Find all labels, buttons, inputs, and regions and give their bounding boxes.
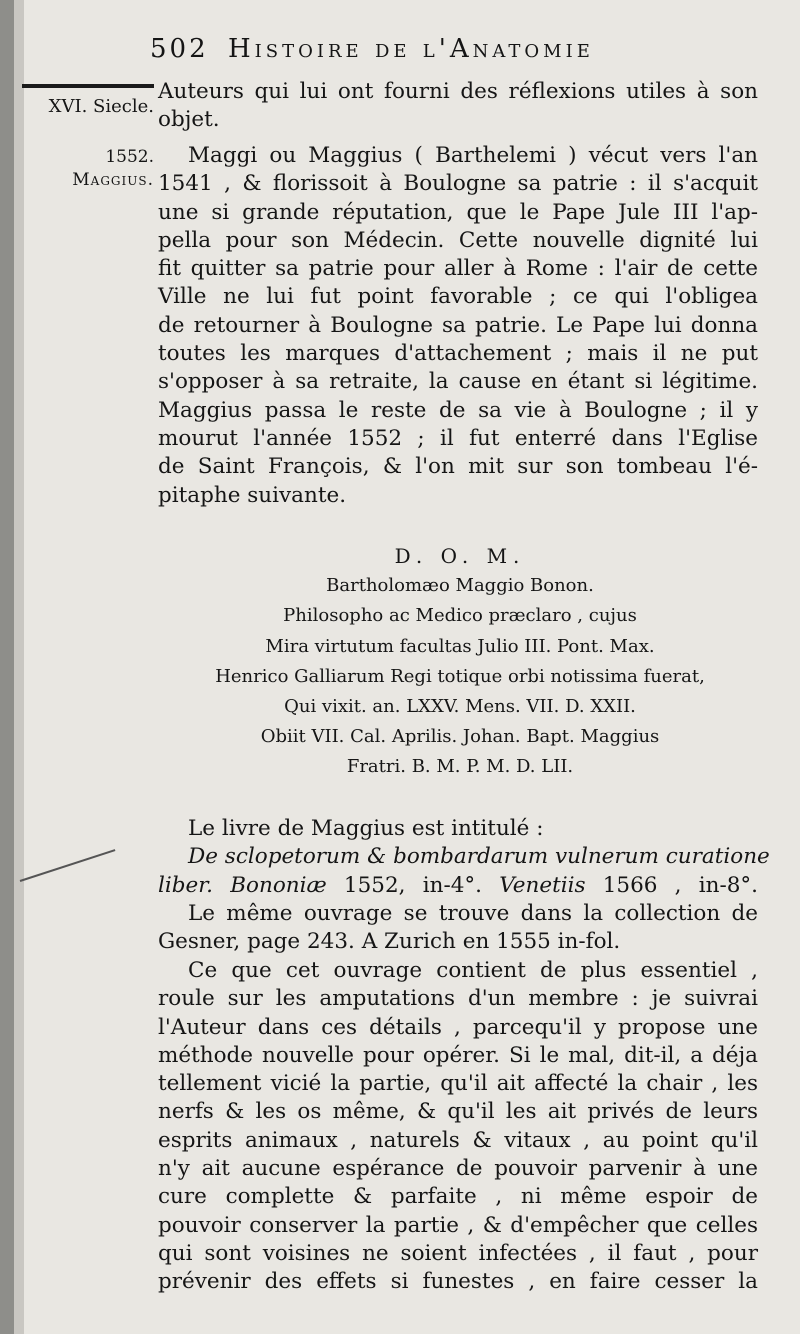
book-title-paragraph [158,815,770,956]
epitaph-line: Bartholomæo Maggio Bonon. [326,575,594,597]
text-line: de retourner à Boulogne sa patrie. Le Pape lui donna [158,312,758,338]
text-line: Gesner, page 243. A Zurich en 1555 in-fol. [158,929,621,955]
epitaph-line: Qui vixit. an. LXXV. Mens. VII. D. XXII. [284,695,636,717]
text-line: n'y ait aucune espérance de pouvoir parvenir à une [158,1156,758,1182]
book-edition-1552: 1552, in-4°. [326,872,500,898]
text-line: méthode nouvelle pour opérer. Si le mal, dit-il, a déja [158,1042,758,1068]
book-edition-1566: 1566 , in-8°. [585,872,759,898]
text-line: mourut l'année 1552 ; il fut enterré dans l'Eglise [158,425,758,451]
text-line: nerfs & les os même, & qu'il les ait privés de leurs [158,1099,758,1125]
text-line: tellement vicié la partie, qu'il ait affecté la chair , les [158,1071,758,1097]
text-line: roule sur les amputations d'un membre : je suivrai [158,986,758,1012]
running-head [150,34,780,74]
text-line: objet. [158,107,220,133]
page-gutter-shadow [0,0,14,1334]
epitaph-line: Henrico Galliarum Regi totique orbi notissima fuerat, [215,665,705,687]
book-place-bononia: liber. Bononiæ [158,872,327,898]
margin-author: Maggius. [72,170,154,190]
text-line: pella pour son Médecin. Cette nouvelle dignité lui [158,227,758,253]
text-line: toutes les marques d'attachement ; mais il ne put [158,341,758,367]
text-line: de Saint François, & l'on mit sur son tombeau l'é- [158,454,758,480]
content-paragraph [158,957,758,1297]
page-number: 502 [150,34,209,64]
text-line: Ville ne lui fut point favorable ; ce qui l'obligea [158,284,758,310]
biography-paragraph [158,142,758,510]
text-line: Le livre de Maggius est intitulé : [188,816,544,841]
margin-year: 1552. [105,147,154,167]
text-line: cure complette & parfaite , ni même espoir de [158,1184,758,1210]
text-line: Maggius passa le reste de sa vie à Boulogne ; il y [158,397,758,423]
text-line: prévenir des effets si funestes , en faire cesser la [158,1269,758,1295]
text-line: Ce que cet ouvrage contient de plus essentiel , [188,958,758,983]
page-gutter-shadow-light [14,0,24,1334]
text-line: pitaphe suivante. [158,482,347,508]
text-line: esprits animaux , naturels & vitaux , au point qu'il [158,1127,758,1153]
text-line: 1541 , & florissoit à Boulogne sa patrie : il s'acquit [158,171,758,197]
text-line: une si grande réputation, que le Pape Jule III l'ap- [158,199,758,225]
text-line: pouvoir conserver la partie , & d'empêcher que celles [158,1212,758,1238]
epitaph-line: Mira virtutum facultas Julio III. Pont. Max. [265,635,655,657]
epitaph-line: Philosopho ac Medico præclaro , cujus [283,605,637,627]
text-line: Maggi ou Maggius ( Barthelemi ) vécut vers l'an [188,143,758,168]
text-line: fit quitter sa patrie pour aller à Rome : l'air de cette [158,256,758,282]
running-title: Histoire de l'Anatomie [228,34,594,64]
epitaph-heading: D. O. M. [394,544,526,568]
book-place-venetiis: Venetiis [499,872,586,898]
epitaph-line: Obiit VII. Cal. Aprilis. Johan. Bapt. Maggius [260,726,660,748]
text-line: Auteurs qui lui ont fourni des réflexions utiles à son [158,79,758,104]
epitaph-line: Fratri. B. M. P. M. D. LII. [346,756,574,778]
intro-paragraph [158,78,758,135]
margin-century: XVI. Siecle. [48,96,154,117]
margin-rule [22,84,154,88]
text-line: Le même ouvrage se trouve dans la collection de [188,900,758,926]
epitaph-block [180,541,740,783]
text-line: s'opposer à sa retraite, la cause en étant si légitime. [158,369,758,395]
text-line: l'Auteur dans ces détails , parcequ'il y propose une [158,1014,758,1040]
pencil-stroke [20,849,116,882]
book-title-line: De sclopetorum & bombardarum vulnerum curatione [188,844,770,870]
text-line: qui sont voisines ne soient infectées , il faut , pour [158,1240,758,1266]
book-edition-line [158,872,758,900]
